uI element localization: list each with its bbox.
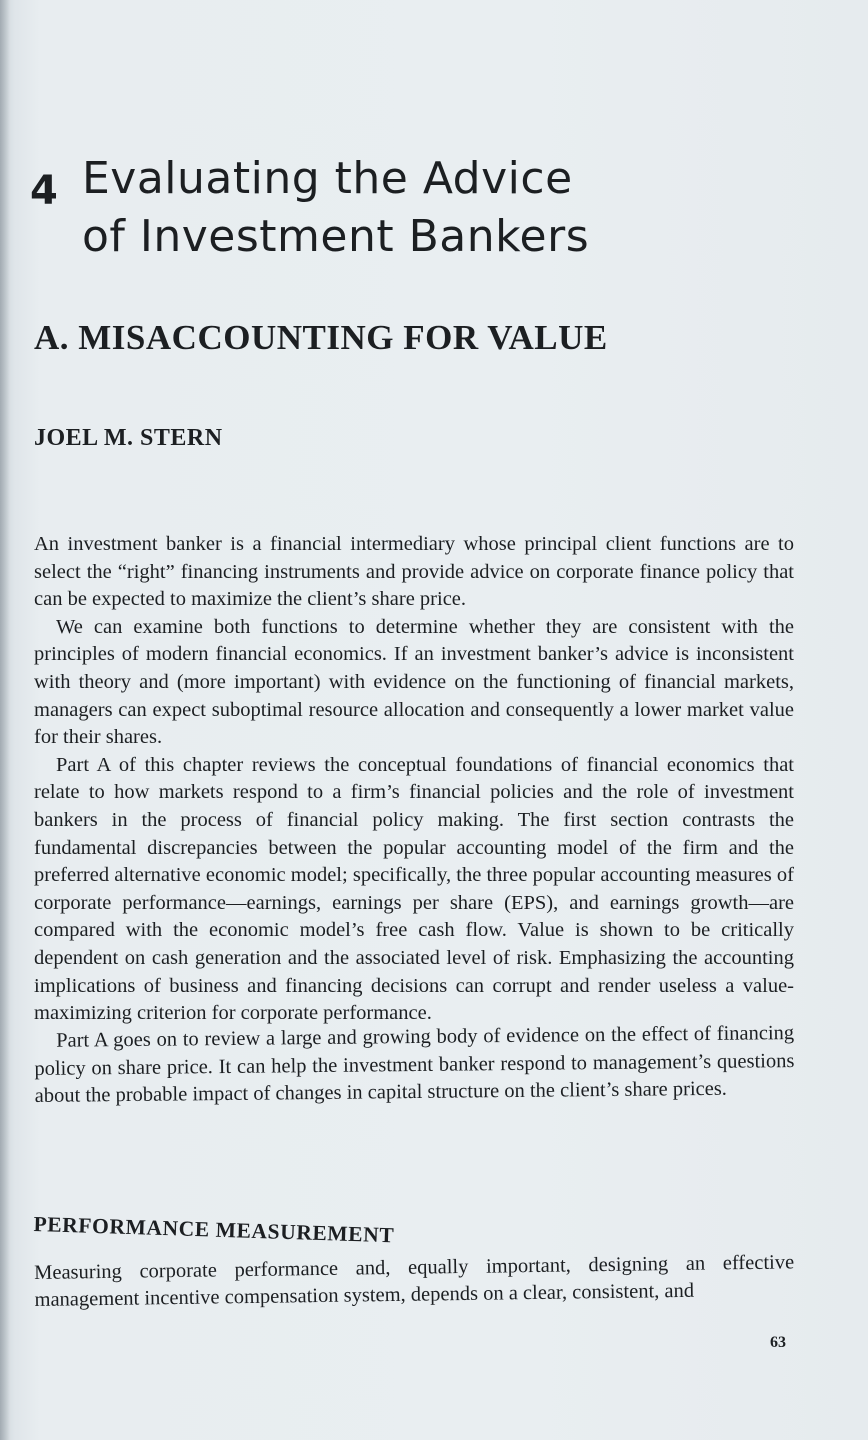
paragraph: Measuring corporate performance and, equally important, designing an effective management incentive compensation system, depends on a clear, consistent, and <box>34 1251 795 1311</box>
chapter-number: 4 <box>30 168 58 214</box>
section-body-text <box>34 1249 795 1314</box>
chapter-title-line-1: Evaluating the Advice <box>82 153 573 204</box>
page-number: 63 <box>770 1334 786 1351</box>
author-name: JOEL M. STERN <box>34 425 223 451</box>
paragraph: Part A goes on to review a large and growing body of evidence on the effect of financing policy on share price. It can help the investment banker respond to management’s questions about the probable impact of changes in capital structure on the client’s share prices. <box>34 1021 795 1107</box>
chapter-title <box>82 150 589 266</box>
paragraph: We can examine both functions to determine whether they are consistent with the principles of modern financial economics. If an investment banker’s advice is inconsistent with theory and (more important) with evidence on the functioning of financial markets, managers can expect suboptimal resource allocation and consequently a lower market value for their shares. <box>34 615 794 749</box>
chapter-title-line-2: of Investment Bankers <box>82 211 590 262</box>
paragraph: Part A of this chapter reviews the conceptual foundations of financial economics that relate to how markets respond to a firm’s financial policies and the role of investment bankers in the process of financial policy making. The first section contrasts the fundamental discrepancies between the popular accounting model of the firm and the preferred alternative economic model; specifically, the three popular accounting measures of corporate performance—earnings, earnings per share (EPS), and earnings growth—are compared with the economic model’s free cash flow. Value is shown to be critically dependent on cash generation and the associated level of risk. Emphasizing the accounting implications of business and financing decisions can corrupt and render useless a value-maximizing criterion for corporate performance. <box>34 753 794 1025</box>
page-gutter-shadow <box>0 0 10 1440</box>
part-title: A. MISACCOUNTING FOR VALUE <box>34 318 608 357</box>
body-text <box>34 531 794 1110</box>
section-heading: PERFORMANCE MEASUREMENT <box>33 1212 395 1248</box>
paragraph: An investment banker is a financial intermediary whose principal client functions are to select the “right” financing instruments and provide advice on corporate finance policy that can be expected to maximize the client’s share price. <box>34 533 794 611</box>
